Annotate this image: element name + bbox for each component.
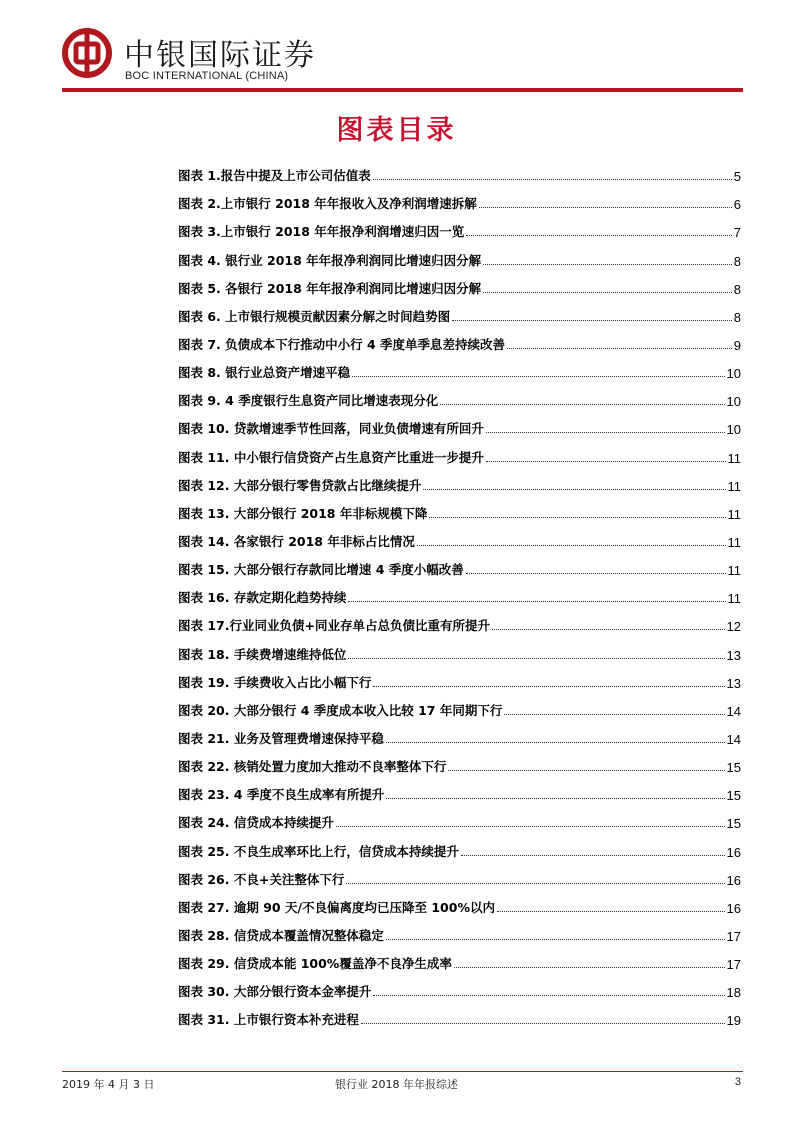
toc-entry[interactable]: [178, 634, 741, 662]
toc-entry-page: 11: [727, 563, 741, 579]
toc-dot-leader: [386, 741, 725, 743]
toc-entry-page: 18: [726, 985, 741, 1001]
toc-entry-label: 图表 8. 银行业总资产增速平稳: [178, 365, 351, 381]
toc-entry-page: 10: [726, 366, 741, 382]
toc-dot-leader: [423, 488, 725, 490]
toc-entry-page: 7: [733, 225, 741, 241]
toc-entry-label: 图表 10. 贷款增速季节性回落，同业负债增速有所回升: [178, 421, 484, 437]
toc-entry[interactable]: [178, 297, 741, 325]
toc-entry-label: 图表 11. 中小银行信贷资产占生息资产比重进一步提升: [178, 449, 484, 465]
toc-entry-label: 图表 5. 各银行 2018 年年报净利润同比增速归因分解: [178, 280, 482, 296]
toc-dot-leader: [452, 319, 732, 321]
toc-entry-page: 11: [727, 534, 741, 550]
toc-entry[interactable]: [178, 803, 741, 831]
toc-dot-leader: [352, 375, 724, 377]
toc-dot-leader: [336, 825, 725, 827]
toc-entry-label: 图表 12. 大部分银行零售贷款占比继续提升: [178, 477, 422, 493]
toc-entry-page: 16: [726, 872, 741, 888]
toc-entry-label: 图表 16. 存款定期化趋势持续: [178, 590, 347, 606]
toc-entry-page: 9: [733, 337, 741, 353]
page-header: [62, 28, 743, 90]
toc-entry-label: 图表 27. 逾期 90 天/不良偏离度均已压降至 100%以内: [178, 899, 495, 915]
footer-title: 银行业 2018 年年报综述: [335, 1078, 458, 1091]
toc-entry-page: 11: [727, 591, 741, 607]
boc-logo-icon: [62, 28, 112, 78]
toc-entry-page: 6: [733, 197, 741, 213]
toc-entry-page: 16: [726, 844, 741, 860]
toc-entry-page: 13: [726, 675, 741, 691]
toc-entry-label: 图表 24. 信贷成本持续提升: [178, 815, 334, 831]
toc-entry[interactable]: [178, 888, 741, 916]
toc-dot-leader: [348, 600, 725, 602]
toc-entry-page: 14: [726, 703, 741, 719]
toc-title: 图表目录: [336, 115, 457, 146]
toc-entry-label: 图表 30. 大部分银行资本金率提升: [178, 984, 372, 1000]
toc-dot-leader: [373, 685, 724, 687]
toc-entry-page: 10: [726, 422, 741, 438]
toc-entry-label: 图表 19. 手续费收入占比小幅下行: [178, 674, 372, 690]
toc-entry[interactable]: [178, 691, 741, 719]
toc-entry-label: 图表 6. 上市银行规模贡献因素分解之时间趋势图: [178, 308, 451, 324]
toc-entry[interactable]: [178, 212, 741, 240]
toc-entry-label: 图表 31. 上市银行资本补充进程: [178, 1012, 359, 1028]
toc-dot-leader: [486, 460, 726, 462]
toc-entry[interactable]: [178, 663, 741, 691]
toc-dot-leader: [346, 882, 724, 884]
toc-entry-page: 8: [733, 253, 741, 269]
toc-entry-label: 图表 3.上市银行 2018 年年报净利润增速归因一览: [178, 224, 465, 240]
toc-entry-label: 图表 20. 大部分银行 4 季度成本收入比较 17 年同期下行: [178, 702, 503, 718]
toc-dot-leader: [448, 769, 724, 771]
footer-date: 2019 年 4 月 3 日: [62, 1078, 155, 1091]
toc-dot-leader: [386, 797, 724, 799]
toc-dot-leader: [386, 938, 725, 940]
toc-entry-page: 15: [726, 760, 741, 776]
toc-dot-leader: [466, 572, 726, 574]
toc-entry[interactable]: [178, 522, 741, 550]
toc-entry[interactable]: [178, 240, 741, 268]
brand-name-cn: 中银国际证券: [124, 38, 316, 73]
footer-page-number: 3: [734, 1076, 741, 1088]
toc-entry-label: 图表 29. 信贷成本能 100%覆盖净不良净生成率: [178, 956, 452, 972]
toc-dot-leader: [507, 347, 732, 349]
toc-entry-page: 16: [726, 900, 741, 916]
toc-entry-label: 图表 28. 信贷成本覆盖情况整体稳定: [178, 927, 384, 943]
toc-entry[interactable]: [178, 972, 741, 1000]
toc-dot-leader: [454, 966, 725, 968]
toc-dot-leader: [361, 1022, 725, 1024]
brand-name-en: BOC INTERNATIONAL (CHINA): [125, 70, 289, 82]
toc-entry-page: 10: [726, 394, 741, 410]
toc-dot-leader: [440, 403, 724, 405]
toc-entry-page: 8: [733, 309, 741, 325]
toc-entry[interactable]: [178, 381, 741, 409]
toc-dot-leader: [492, 628, 725, 630]
toc-entry[interactable]: [178, 719, 741, 747]
toc-dot-leader: [486, 431, 725, 433]
toc-entry[interactable]: [178, 325, 741, 353]
toc-entry[interactable]: [178, 831, 741, 859]
toc-entry[interactable]: [178, 578, 741, 606]
toc-dot-leader: [483, 291, 732, 293]
toc-entry-label: 图表 15. 大部分银行存款同比增速 4 季度小幅改善: [178, 562, 464, 578]
toc-entry-page: 12: [726, 619, 741, 635]
toc-entry-page: 11: [727, 506, 741, 522]
toc-entry[interactable]: [178, 944, 741, 972]
toc-entry[interactable]: [178, 606, 741, 634]
toc-dot-leader: [373, 178, 732, 180]
toc-entry-page: 11: [727, 478, 741, 494]
toc-entry-label: 图表 4. 银行业 2018 年年报净利润同比增速归因分解: [178, 252, 482, 268]
toc-dot-leader: [466, 234, 731, 236]
toc-entry-label: 图表 9. 4 季度银行生息资产同比增速表现分化: [178, 393, 439, 409]
toc-entry-label: 图表 14. 各家银行 2018 年非标占比情况: [178, 533, 415, 549]
toc-entry[interactable]: [178, 775, 741, 803]
toc-dot-leader: [461, 854, 725, 856]
toc-entry-label: 图表 17.行业同业负债+同业存单占总负债比重有所提升: [178, 618, 490, 634]
toc-entry-label: 图表 26. 不良+关注整体下行: [178, 871, 345, 887]
toc-entry[interactable]: [178, 269, 741, 297]
toc-entry-page: 17: [726, 928, 741, 944]
toc-dot-leader: [429, 516, 725, 518]
toc-entry[interactable]: [178, 1000, 741, 1028]
toc-entry[interactable]: [178, 916, 741, 944]
toc-entry-label: 图表 7. 负债成本下行推动中小行 4 季度单季息差持续改善: [178, 336, 506, 352]
toc-entry[interactable]: [178, 747, 741, 775]
toc-entry[interactable]: [178, 437, 741, 465]
toc-dot-leader: [373, 994, 724, 996]
toc-dot-leader: [348, 657, 724, 659]
toc-entry[interactable]: [178, 466, 741, 494]
toc-entry-label: 图表 13. 大部分银行 2018 年非标规模下降: [178, 505, 428, 521]
toc-entry-page: 19: [726, 1013, 741, 1029]
toc-entry[interactable]: [178, 550, 741, 578]
toc-entry[interactable]: [178, 860, 741, 888]
toc-entry-page: 15: [726, 816, 741, 832]
toc-entry[interactable]: [178, 156, 741, 184]
toc-entry-label: 图表 1.报告中提及上市公司估值表: [178, 168, 371, 184]
toc-dot-leader: [504, 713, 724, 715]
toc-entry-page: 11: [727, 450, 741, 466]
header-divider: [62, 88, 743, 92]
toc-entry[interactable]: [178, 409, 741, 437]
toc-entry-label: 图表 21. 业务及管理费增速保持平稳: [178, 730, 384, 746]
toc-entry-page: 13: [726, 647, 741, 663]
table-of-figures: [178, 156, 741, 1028]
footer-divider: [62, 1071, 743, 1072]
toc-entry-label: 图表 23. 4 季度不良生成率有所提升: [178, 787, 385, 803]
toc-entry-page: 14: [726, 731, 741, 747]
toc-dot-leader: [417, 544, 726, 546]
toc-entry-label: 图表 25. 不良生成率环比上行，信贷成本持续提升: [178, 843, 459, 859]
toc-entry-label: 图表 2.上市银行 2018 年年报收入及净利润增速拆解: [178, 196, 477, 212]
toc-dot-leader: [483, 263, 732, 265]
toc-entry-page: 17: [726, 957, 741, 973]
toc-entry-page: 15: [726, 788, 741, 804]
toc-entry-page: 5: [733, 169, 741, 185]
toc-entry[interactable]: [178, 184, 741, 212]
toc-dot-leader: [479, 206, 732, 208]
toc-entry-label: 图表 18. 手续费增速维持低位: [178, 646, 347, 662]
toc-entry[interactable]: [178, 353, 741, 381]
toc-entry[interactable]: [178, 494, 741, 522]
toc-entry-page: 8: [733, 281, 741, 297]
toc-entry-label: 图表 22. 核销处置力度加大推动不良率整体下行: [178, 759, 447, 775]
toc-dot-leader: [497, 910, 725, 912]
